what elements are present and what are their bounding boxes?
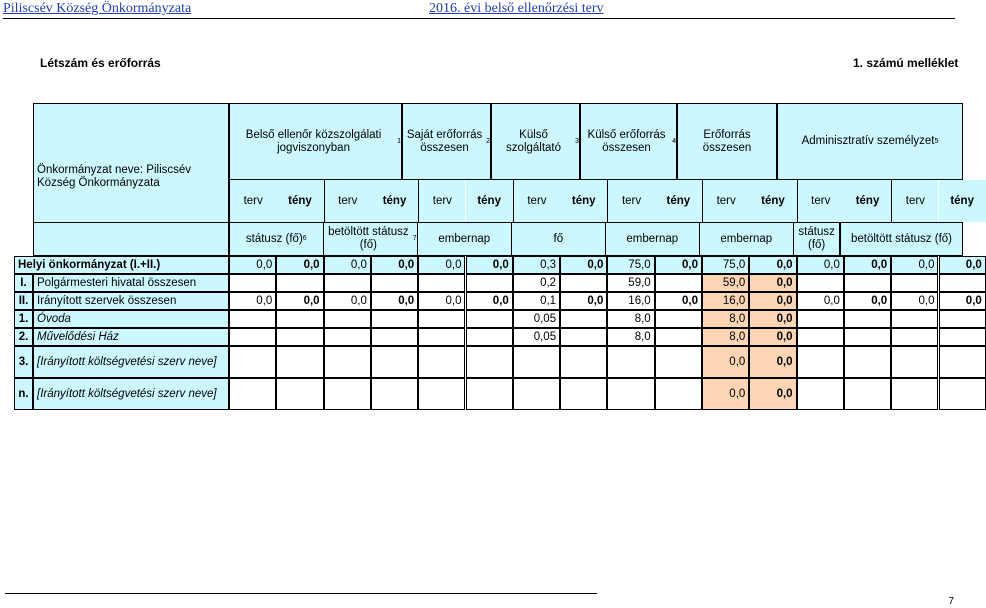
table-cell	[276, 310, 323, 328]
unit-header	[840, 222, 963, 256]
table-cell: 0,0	[466, 256, 513, 274]
table-cell: 0,0	[749, 346, 796, 378]
col-group-header: Belső ellenőr közszolgálati jogviszonyban 1	[229, 103, 402, 180]
table-cell	[844, 378, 891, 410]
table-cell	[844, 328, 891, 346]
header-label: Külső szolgáltató	[506, 128, 562, 154]
table-cell	[466, 310, 513, 328]
header-label: fő	[553, 232, 564, 245]
table-cell: 0,0	[560, 256, 607, 274]
table-cell	[276, 378, 323, 410]
table-cell	[797, 346, 844, 378]
table-cell	[513, 346, 560, 378]
table-cell: 0,0	[749, 292, 796, 310]
unit-header	[793, 222, 840, 256]
table-cell: 0,1	[513, 292, 560, 310]
unit-header: státusz (fő) 6	[229, 222, 324, 256]
table-cell: 0,0	[797, 256, 844, 274]
table-cell: 59,0	[607, 274, 654, 292]
teny-header: tény	[371, 180, 418, 222]
table-cell: 0,0	[891, 292, 938, 310]
table-cell: 0,0	[702, 378, 749, 410]
table-cell	[560, 378, 607, 410]
table-cell	[797, 274, 844, 292]
table-cell: 0,0	[844, 292, 891, 310]
table-cell	[418, 328, 465, 346]
table-cell	[891, 274, 938, 292]
teny-header: tény	[276, 180, 323, 222]
row-number: II.	[14, 292, 33, 310]
footnote-separator	[5, 593, 597, 594]
table-cell	[324, 328, 371, 346]
table-cell: 0,05	[513, 310, 560, 328]
header-label: státusz (fő)	[798, 226, 835, 251]
table-cell	[276, 274, 323, 292]
header-label: Külső erőforrás összesen	[587, 128, 666, 154]
table-cell	[466, 346, 513, 378]
col-group-header: Külső erőforrás összesen 4	[580, 103, 677, 180]
row-number: I.	[14, 274, 33, 292]
row-label: [Irányított költségvetési szerv neve]	[33, 378, 229, 410]
table-cell	[655, 346, 702, 378]
table-cell	[844, 274, 891, 292]
table-cell	[371, 274, 418, 292]
header-label: Saját erőforrás összesen	[406, 128, 483, 154]
table-cell: 75,0	[702, 256, 749, 274]
header-label: betöltött státusz (fő)	[851, 232, 952, 245]
table-cell	[371, 310, 418, 328]
table-cell: 16,0	[702, 292, 749, 310]
table-cell	[371, 346, 418, 378]
row-label: Óvoda	[33, 310, 229, 328]
terv-header: terv	[607, 180, 654, 222]
table-cell	[418, 274, 465, 292]
table-cell: 0,0	[749, 310, 796, 328]
col-group-header: Adminisztratív személyzet 5	[777, 103, 963, 180]
table-cell	[324, 274, 371, 292]
teny-header: tény	[939, 180, 986, 222]
table-cell	[466, 274, 513, 292]
header-label: Erőforrás összesen	[702, 128, 752, 154]
row-label: Helyi önkormányzat (I.+II.)	[14, 256, 229, 274]
table-cell: 0,0	[891, 256, 938, 274]
teny-header: tény	[749, 180, 796, 222]
row-number: 3.	[14, 346, 33, 378]
table-cell	[229, 310, 276, 328]
table-cell	[229, 346, 276, 378]
unit-header: betöltött státusz (fő) 7	[323, 222, 418, 256]
table-cell	[655, 328, 702, 346]
table-cell	[229, 328, 276, 346]
table-cell	[844, 346, 891, 378]
table-cell	[466, 378, 513, 410]
row-number: 2.	[14, 328, 33, 346]
row-number: 1.	[14, 310, 33, 328]
row-label: Irányított szervek összesen	[33, 292, 229, 310]
header-label: embernap	[438, 232, 491, 245]
table-cell: 0,0	[702, 346, 749, 378]
table-cell	[939, 328, 986, 346]
col-group-header	[677, 103, 777, 180]
table-cell	[891, 346, 938, 378]
table-cell	[939, 378, 986, 410]
table-cell	[560, 274, 607, 292]
table-cell: 0,0	[797, 292, 844, 310]
table-cell: 0,0	[229, 256, 276, 274]
teny-header: tény	[844, 180, 891, 222]
terv-header: terv	[702, 180, 749, 222]
header-label: embernap	[720, 232, 773, 245]
table-cell	[276, 346, 323, 378]
table-cell	[560, 310, 607, 328]
table-cell	[939, 310, 986, 328]
table-cell	[891, 310, 938, 328]
table-cell	[797, 378, 844, 410]
org-name-label: Önkormányzat neve: Piliscsév Község Önkormányzata	[37, 163, 192, 189]
table-cell: 0,0	[229, 292, 276, 310]
terv-header: terv	[229, 180, 276, 222]
table-cell: 0,0	[466, 292, 513, 310]
table-cell	[797, 328, 844, 346]
table-cell	[607, 378, 654, 410]
table-cell	[655, 310, 702, 328]
table-cell: 0,0	[749, 274, 796, 292]
row-label: Polgármesteri hivatal összesen	[33, 274, 229, 292]
table-cell: 0,0	[324, 256, 371, 274]
table-cell	[560, 346, 607, 378]
table-cell: 0,0	[655, 256, 702, 274]
table-cell	[276, 328, 323, 346]
terv-header: terv	[324, 180, 371, 222]
row-label: [Irányított költségvetési szerv neve]	[33, 346, 229, 378]
unit-header	[605, 222, 700, 256]
table-cell	[371, 328, 418, 346]
table-cell: 0,2	[513, 274, 560, 292]
col-group-header: Saját erőforrás összesen 2	[402, 103, 491, 180]
table-cell	[229, 274, 276, 292]
table-cell	[560, 328, 607, 346]
table-cell: 75,0	[607, 256, 654, 274]
unit-header	[511, 222, 606, 256]
table-cell	[466, 328, 513, 346]
header-label: Belső ellenőr közszolgálati jogviszonyban	[245, 128, 382, 154]
teny-header: tény	[655, 180, 702, 222]
table-cell	[939, 274, 986, 292]
table-cell: 0,0	[560, 292, 607, 310]
table-cell: 0,0	[844, 256, 891, 274]
header-label: embernap	[626, 232, 679, 245]
table-cell	[797, 310, 844, 328]
table-cell: 0,0	[418, 256, 465, 274]
table-cell: 0,0	[749, 256, 796, 274]
table-cell: 16,0	[607, 292, 654, 310]
header-org-link[interactable]: Piliscsév Község Önkormányzata	[3, 1, 192, 16]
unit-header	[699, 222, 794, 256]
header-label: státusz (fő)	[245, 232, 303, 245]
table-cell	[324, 378, 371, 410]
appendix-label: 1. számú melléklet	[853, 56, 959, 70]
table-cell: 0,0	[939, 292, 986, 310]
table-cell	[607, 346, 654, 378]
table-cell: 0,0	[749, 328, 796, 346]
table-cell: 0,05	[513, 328, 560, 346]
table-cell	[655, 274, 702, 292]
table-cell	[418, 378, 465, 410]
table-cell: 8,0	[702, 310, 749, 328]
table-cell	[891, 328, 938, 346]
table-cell: 0,0	[276, 256, 323, 274]
col-group-header: Külső szolgáltató 3	[491, 103, 580, 180]
table-cell	[371, 378, 418, 410]
table-cell	[418, 346, 465, 378]
table-cell	[939, 346, 986, 378]
terv-header: terv	[891, 180, 938, 222]
table-cell: 8,0	[702, 328, 749, 346]
table-cell	[844, 310, 891, 328]
table-cell: 0,0	[324, 292, 371, 310]
page-header	[3, 0, 955, 19]
header-plan-link[interactable]: 2016. évi belső ellenőrzési terv	[429, 1, 604, 16]
table-cell	[418, 310, 465, 328]
table-cell: 0,3	[513, 256, 560, 274]
table-cell: 0,0	[749, 378, 796, 410]
table-cell	[324, 346, 371, 378]
terv-header: terv	[418, 180, 465, 222]
table-cell: 0,0	[939, 256, 986, 274]
header-label: betöltött státusz (fő)	[328, 226, 409, 251]
table-cell	[891, 378, 938, 410]
table-cell	[513, 378, 560, 410]
row-label: Művelődési Ház	[33, 328, 229, 346]
unit-spacer	[33, 222, 229, 256]
table-cell: 0,0	[418, 292, 465, 310]
table-cell: 8,0	[607, 328, 654, 346]
table-cell	[655, 378, 702, 410]
unit-header	[417, 222, 512, 256]
page-number: 7	[948, 596, 954, 607]
header-label: Adminisztratív személyzet	[801, 135, 935, 147]
page-title: Létszám és erőforrás	[40, 56, 161, 70]
table-cell: 8,0	[607, 310, 654, 328]
teny-header: tény	[466, 180, 513, 222]
table-cell: 0,0	[655, 292, 702, 310]
terv-header: terv	[513, 180, 560, 222]
teny-header: tény	[560, 180, 607, 222]
table-cell: 0,0	[371, 256, 418, 274]
table-cell: 59,0	[702, 274, 749, 292]
table-cell: 0,0	[371, 292, 418, 310]
row-number: n.	[14, 378, 33, 410]
table-cell	[229, 378, 276, 410]
terv-header: terv	[797, 180, 844, 222]
table-cell	[324, 310, 371, 328]
table-cell: 0,0	[276, 292, 323, 310]
